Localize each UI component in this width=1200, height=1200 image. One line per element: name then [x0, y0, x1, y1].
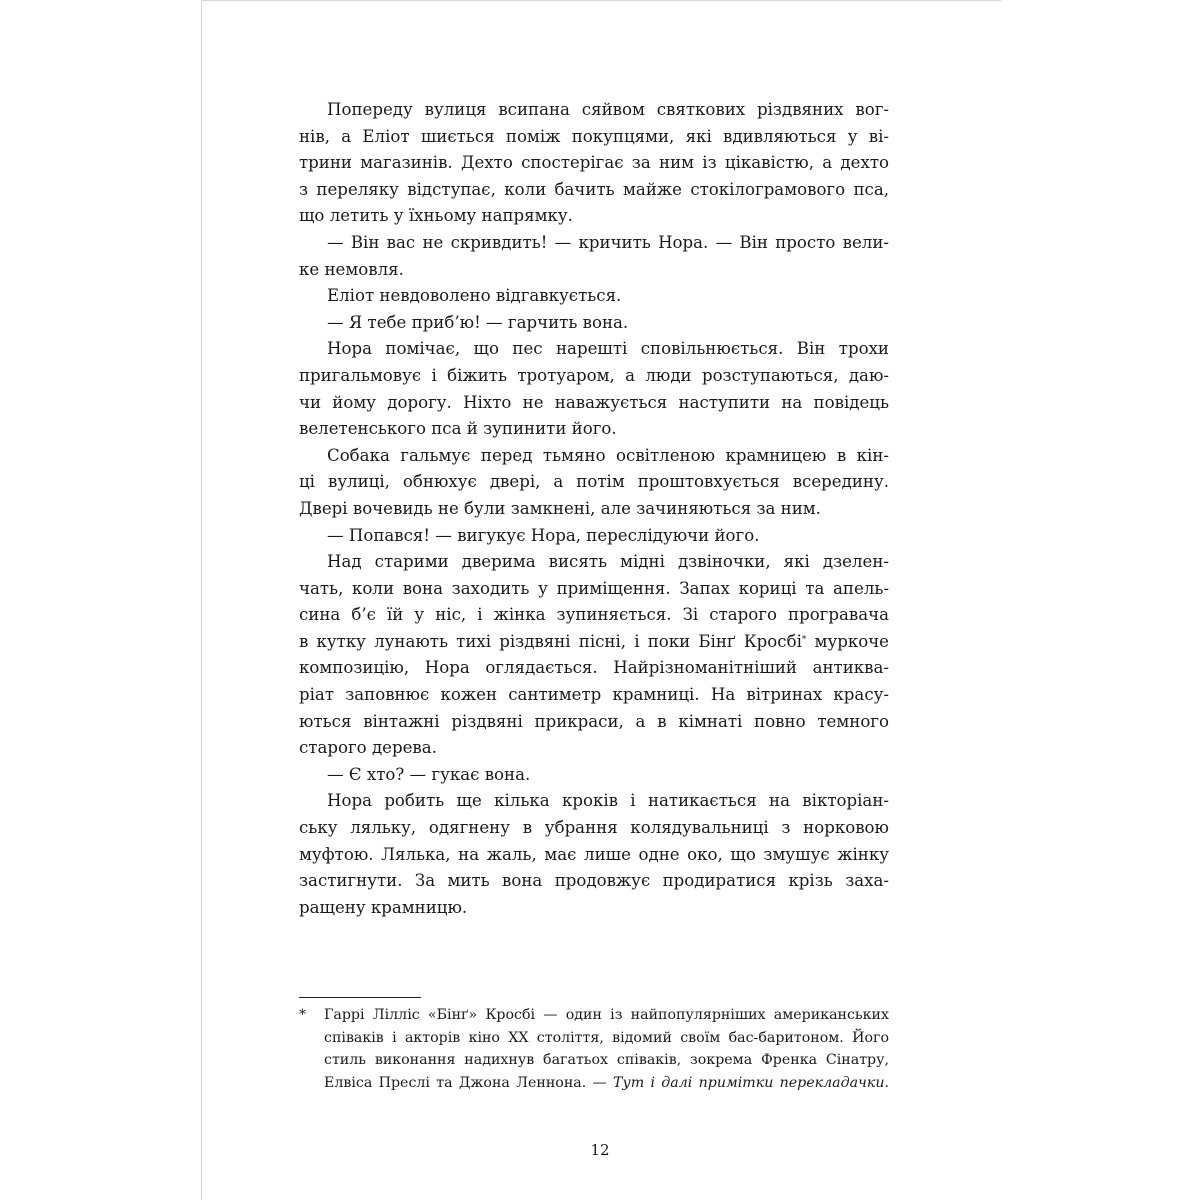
footnote-line-last — [324, 1072, 889, 1095]
text-line: Попереду вулиця всипана сяйвом святкових різдвяних вог- — [327, 100, 889, 119]
dialogue-paragraph — [299, 310, 889, 337]
paragraph — [299, 549, 889, 762]
page-top-border — [201, 0, 1001, 1]
text-line: композицію, Нора оглядається. Найрізноманітніший антиква- — [299, 658, 889, 678]
dialogue-paragraph — [299, 523, 889, 550]
text-line: Собака гальмує перед тьмяно освітленою крамницею в кін- — [327, 445, 889, 465]
text-line: ються вінтажні різдвяні прикраси, а в кімнаті повно темного — [299, 711, 889, 731]
text-line: пригальмовує і біжить тротуаром, а люди розступаються, даю- — [299, 365, 889, 385]
text-line: — Попався! — вигукує Нора, переслідуючи його. — [327, 525, 760, 545]
text-line: ке немовля. — [299, 259, 404, 279]
footnote-line: співаків і акторів кіно XX століття, відомий своїм бас-баритоном. Його — [324, 1029, 889, 1046]
text-line: Еліот невдоволено відгавкується. — [327, 286, 622, 306]
text-line: Двері вочевидь не були замкнені, але зачиняються за ним. — [299, 498, 821, 518]
text-line: велетенського пса й зупинити його. — [299, 419, 617, 439]
paragraph — [299, 336, 889, 442]
footnote-rule — [299, 997, 421, 998]
text-line: — Я тебе приб’ю! — гарчить вона. — [327, 312, 629, 332]
text-line: ріат заповнює кожен сантиметр крамниці. На вітринах красу- — [299, 685, 889, 705]
footnote — [299, 1004, 889, 1094]
text-line: в кутку лунають тихі різдвяні пісні, і поки Бінґ Кросбі* муркоче — [299, 631, 889, 651]
paragraph — [299, 443, 889, 523]
text-line: ці вулиці, обнюхує двері, а потім проштовхується всередину. — [299, 472, 889, 492]
page-number: 12 — [590, 1141, 610, 1159]
dialogue-paragraph — [299, 230, 889, 283]
text-line: старого дерева. — [299, 738, 437, 758]
text-line: чать, коли вона заходить у приміщення. Запах кориці та апель- — [299, 578, 889, 598]
text-line: Нора помічає, що пес нарешті сповільнюється. Він трохи — [327, 339, 889, 359]
text-line: муфтою. Лялька, на жаль, має лише одне око, що змушує жінку — [299, 844, 889, 864]
text-line: нів, а Еліот шиється поміж покупцями, які вдивляються у ві- — [299, 126, 889, 146]
footnote-reference: * — [801, 634, 807, 645]
page-left-border — [201, 0, 202, 1200]
footnote-line-plain: Елвіса Преслі та Джона Леннона. — — [324, 1074, 614, 1091]
text-line: чи йому дорогу. Ніхто не наважується наступити на повідець — [299, 392, 889, 412]
main-text — [299, 97, 889, 921]
text-line: сина б’є їй у ніс, і жінка зупиняється. Зі старого програвача — [299, 605, 889, 625]
text-line: що летить у їхньому напрямку. — [299, 206, 573, 226]
text-line: Над старими дверима висять мідні дзвіночки, які дзелен- — [327, 552, 889, 572]
footnote-line: Гаррі Лілліс «Бінґ» Кросбі — один із найпопулярніших американських — [324, 1007, 889, 1023]
footnote-marker: * — [299, 1007, 307, 1023]
text-line: ську ляльку, одягнену в убрання колядувальниці з норковою — [299, 818, 889, 838]
text-line: — Є хто? — гукає вона. — [327, 764, 531, 784]
text-line: трини магазинів. Дехто спостерігає за ним із цікавістю, а дехто — [299, 153, 889, 173]
paragraph — [299, 97, 889, 230]
text-line: застигнути. За мить вона продовжує продиратися крізь заха- — [299, 871, 889, 891]
footnote-line: стиль виконання надихнув багатьох співаків, зокрема Френка Сінатру, — [324, 1052, 889, 1069]
translator-note: Тут і далі примітки перекладачки. — [613, 1074, 890, 1091]
text-line: — Він вас не скривдить! — кричить Нора. — Він просто вели- — [327, 232, 889, 252]
text-line: з переляку відступає, коли бачить майже стокілограмового пса, — [299, 179, 889, 199]
dialogue-paragraph — [299, 762, 889, 789]
paragraph — [299, 788, 889, 921]
text-line: Нора робить ще кілька кроків і натикається на вікторіан- — [327, 791, 889, 811]
paragraph — [299, 283, 889, 310]
footnote-body — [324, 1004, 889, 1094]
text-line: ращену крамницю. — [299, 897, 468, 917]
